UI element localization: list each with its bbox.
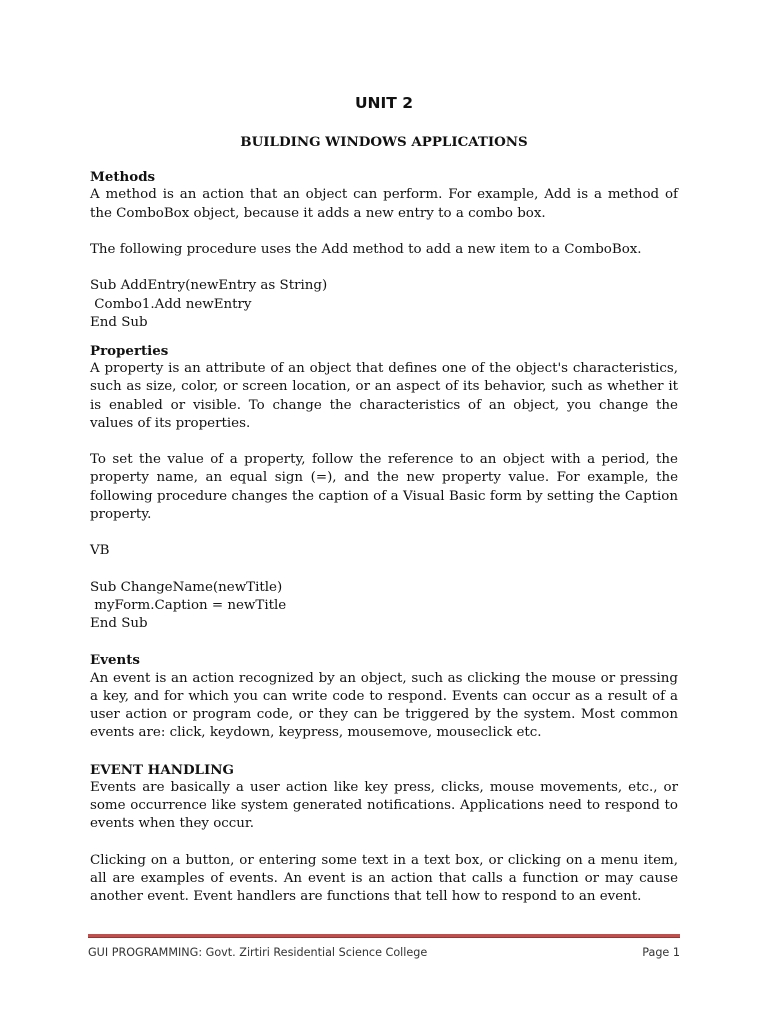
properties-code-line: Sub ChangeName(newTitle): [90, 579, 283, 595]
properties-paragraph-1: A property is an attribute of an object that defines one of the object's characteristics, such as size, color, or screen location, or an aspect of its behavior, such as whether it is enabled or visible. To change the characteristics of an object, you change the values of its properties.: [90, 361, 678, 431]
methods-paragraph-1: A method is an action that an object can perform. For example, Add is a method of the ComboBox object, because it adds a new entry to a combo box.: [90, 187, 678, 221]
event-handling-heading: EVENT HANDLING: [90, 761, 234, 778]
properties-heading: Properties: [90, 343, 169, 359]
properties-code-line: myForm.Caption = newTitle: [90, 597, 287, 613]
events-paragraph-1: An event is an action recognized by an object, such as clicking the mouse or pressing a key, and for which you can write code to respond. Events can occur as a result of a user action or program code, or they can be triggered by the system. Most common events are: click, keydown, keypress, mousemove, mouseclick etc.: [90, 670, 678, 741]
properties-paragraph-2: To set the value of a property, follow the reference to an object with a period, the property name, an equal sign (=), and the new property value. For example, the following procedure changes the caption of a Visual Basic form by setting the Caption property.: [90, 452, 678, 522]
methods-code-line: End Sub: [90, 314, 148, 330]
properties-code-line: End Sub: [90, 616, 148, 631]
page-content: [90, 91, 678, 906]
footer-college-name: GUI PROGRAMMING: Govt. Zirtiri Residential Science College: [88, 946, 428, 959]
methods-code-line: Sub AddEntry(newEntry as String): [90, 278, 328, 294]
event-handling-paragraph-1: Events are basically a user action like key press, clicks, mouse movements, etc., or some occurrence like system generated notifications. Applications need to respond to events when they occur.: [90, 779, 678, 832]
unit-title: UNIT 2: [354, 94, 414, 112]
main-title: BUILDING WINDOWS APPLICATIONS: [240, 134, 528, 150]
methods-code-line: Combo1.Add newEntry: [90, 296, 252, 312]
event-handling-paragraph-2: Clicking on a button, or entering some text in a text box, or clicking on a menu item, all are examples of events. An event is an action that calls a function or may cause another event. Event handlers are functions that tell how to respond to an event.: [90, 852, 678, 904]
events-heading: Events: [90, 652, 140, 669]
methods-paragraph-2: The following procedure uses the Add method to add a new item to a ComboBox.: [90, 242, 642, 257]
footer-row: [88, 938, 680, 959]
footer-page-number: Page 1: [642, 946, 680, 959]
methods-heading: Methods: [90, 169, 156, 186]
code-language-label: VB: [90, 543, 110, 559]
page-footer: [88, 934, 680, 959]
